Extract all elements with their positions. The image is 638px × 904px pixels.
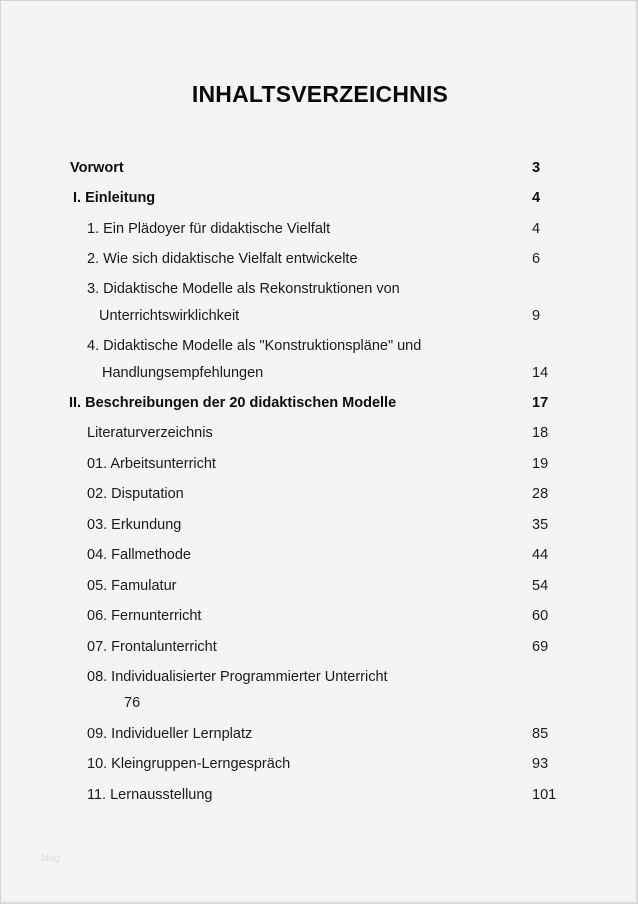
toc-entry-label: 08. Individualisierter Programmierter Unterricht <box>87 669 388 685</box>
toc-entry-label: 06. Fernunterricht <box>87 608 202 624</box>
toc-entry-label: 07. Frontalunterricht <box>87 639 217 655</box>
toc-entry-label: 4. Didaktische Modelle als "Konstruktionspläne" und <box>87 338 422 354</box>
toc-entry-label: Literaturverzeichnis <box>87 425 213 441</box>
toc-entry-label: Handlungsempfehlungen <box>102 365 264 381</box>
toc-entry-page: 93 <box>532 756 549 772</box>
toc-entry-page: 85 <box>532 726 549 742</box>
page-title: INHALTSVERZEICHNIS <box>191 81 449 107</box>
toc-entry-page: 6 <box>532 251 541 267</box>
toc-entry-page: 101 <box>532 787 557 803</box>
toc-entry-continuation <box>1 363 638 383</box>
toc-entry-label: I. Einleitung <box>73 190 156 206</box>
toc-entry <box>1 279 638 299</box>
toc-entry-page: 4 <box>532 221 541 237</box>
toc-entry <box>1 484 638 504</box>
toc-entry-label: 02. Disputation <box>87 486 184 502</box>
toc-entry-label: Unterrichtswirklichkeit <box>99 308 240 324</box>
watermark: blog <box>41 853 60 864</box>
toc-entry-continuation <box>1 693 638 713</box>
toc-entry-label: Vorwort <box>70 160 124 176</box>
toc-entry <box>1 249 638 269</box>
toc-entry-label: 03. Erkundung <box>87 517 182 533</box>
toc-entry <box>1 724 638 744</box>
toc-entry-label: 2. Wie sich didaktische Vielfalt entwickelte <box>87 251 358 267</box>
toc-entry <box>1 545 638 565</box>
toc-entry-label: 09. Individueller Lernplatz <box>87 726 253 742</box>
toc-entry-label: 01. Arbeitsunterricht <box>87 456 216 472</box>
toc-entry <box>1 454 638 474</box>
toc-entry-continuation <box>1 306 638 326</box>
toc-entry-label: 05. Famulatur <box>87 578 177 594</box>
toc-entry-page: 3 <box>532 160 541 176</box>
toc-entry-label: 11. Lernausstellung <box>87 787 213 803</box>
toc-entry <box>1 667 638 687</box>
toc-entry-page: 35 <box>532 517 549 533</box>
toc-entry <box>1 606 638 626</box>
toc-entry-label: 1. Ein Plädoyer für didaktische Vielfalt <box>87 221 331 237</box>
toc-entry <box>1 576 638 596</box>
toc-entry-page: 44 <box>532 547 549 563</box>
toc-entry-page: 17 <box>532 395 549 411</box>
toc-entry <box>1 754 638 774</box>
toc-entry-label: 10. Kleingruppen-Lerngespräch <box>87 756 291 772</box>
toc-entry <box>1 637 638 657</box>
toc-entry-page: 69 <box>532 639 549 655</box>
toc-entry <box>1 515 638 535</box>
toc-entry-page: 54 <box>532 578 549 594</box>
toc-entry-label: 3. Didaktische Modelle als Rekonstruktionen von <box>87 281 400 297</box>
toc-entry-page: 19 <box>532 456 549 472</box>
toc-entry-page: 18 <box>532 425 549 441</box>
toc-entry-vorwort <box>1 158 638 178</box>
toc-entry-beschreibungen <box>1 393 638 413</box>
toc-entry <box>1 336 638 356</box>
toc-entry-page-wrapped: 76 <box>124 695 141 711</box>
toc-entry <box>1 785 638 805</box>
toc-entry-page: 14 <box>532 365 549 381</box>
toc-entry-label: 04. Fallmethode <box>87 547 191 563</box>
toc-entry-label: II. Beschreibungen der 20 didaktischen Modelle <box>69 395 397 411</box>
toc-entry-einleitung <box>1 188 638 208</box>
toc-entry-page: 9 <box>532 308 541 324</box>
toc-entry <box>1 219 638 239</box>
toc-entry-page: 4 <box>532 190 541 206</box>
toc-entry <box>1 423 638 443</box>
toc-entry-page: 60 <box>532 608 549 624</box>
toc-entry-page: 28 <box>532 486 549 502</box>
